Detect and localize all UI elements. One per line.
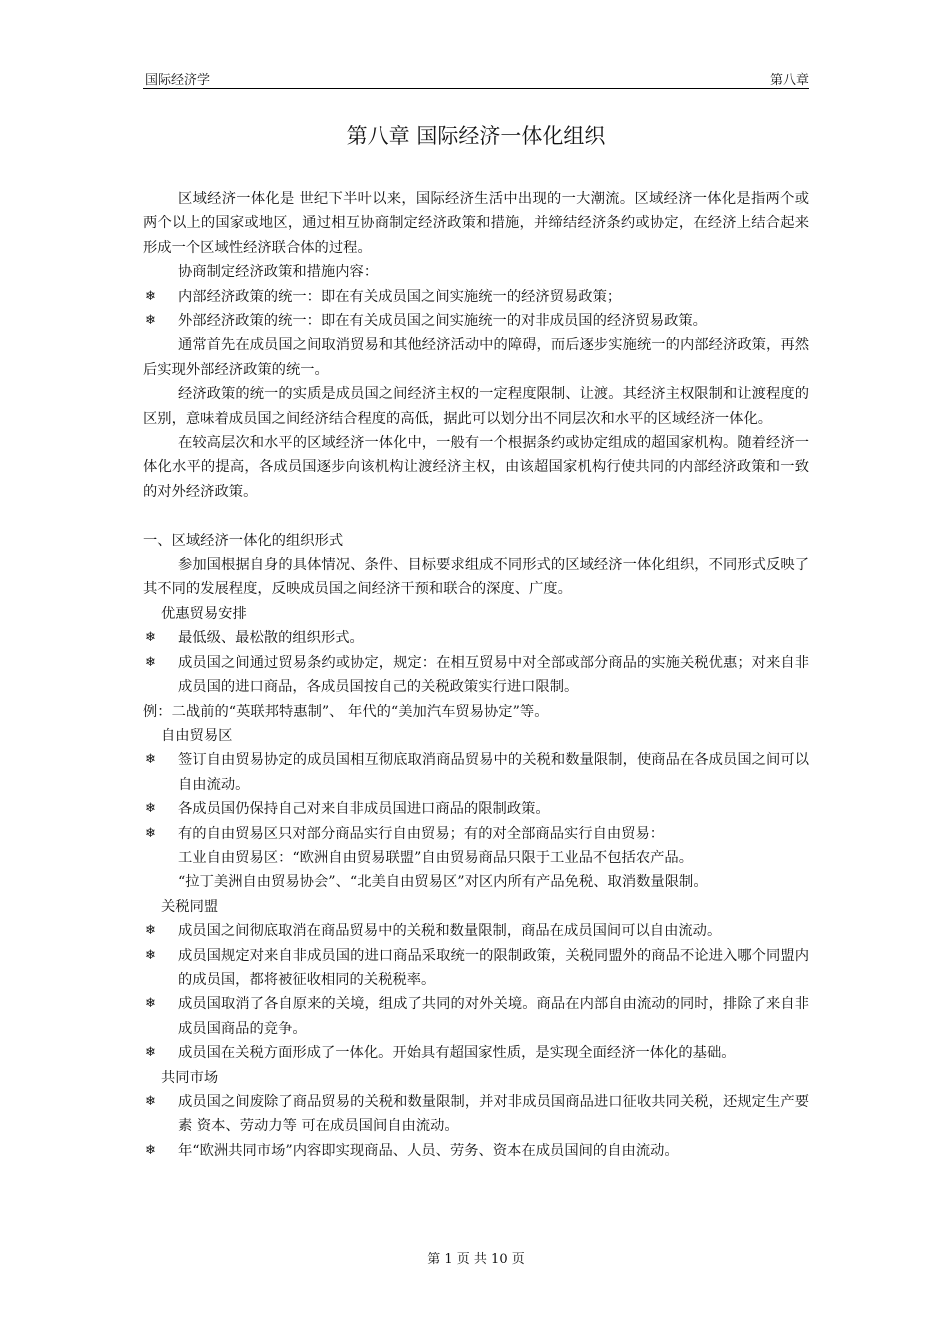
page-footer: 第 1 页 共 10 页 bbox=[427, 1252, 525, 1267]
paragraph: 经济政策的统一的实质是成员国之间经济主权的一定程度限制、让渡。其经济主权限制和让渡程度的区别，意味着成员国之间经济结合程度的高低，据此可以划分出不同层次和水平的区域经济一体化。 bbox=[143, 386, 809, 427]
snowflake-bullet-icon: ❄ bbox=[145, 1094, 156, 1110]
list-item: ❄ 成员国之间彻底取消在商品贸易中的关税和数量限制，商品在成员国间可以自由流动。 bbox=[143, 919, 809, 943]
list-item: ❄ 各成员国仍保持自己对来自非成员国进口商品的限制政策。 bbox=[143, 797, 809, 821]
list-item: ❄ 成员国在关税方面形成了一体化。开始具有超国家性质，是实现全面经济一体化的基础。 bbox=[143, 1041, 809, 1065]
list-item: ❄ 年“欧洲共同市场”内容即实现商品、人员、劳务、资本在成员国间的自由流动。 bbox=[143, 1139, 809, 1163]
list-item: ❄ 签订自由贸易协定的成员国相互彻底取消商品贸易中的关税和数量限制，使商品在各成员国之间可以自由流动。 bbox=[143, 748, 809, 797]
snowflake-bullet-icon: ❄ bbox=[145, 923, 156, 939]
list-item: ❄ 成员国之间废除了商品贸易的关税和数量限制，并对非成员国商品进口征收共同关税，还规定生产要素 资本、劳动力等 可在成员国间自由流动。 bbox=[143, 1090, 809, 1139]
subsection-label-preferential: 优惠贸易安排 bbox=[161, 605, 247, 622]
section-heading: 一、区域经济一体化的组织形式 bbox=[143, 532, 344, 549]
header-book-title: 国际经济学 bbox=[145, 73, 211, 88]
intro-paragraph: 区域经济一体化是 世纪下半叶以来，国际经济生活中出现的一大潮流。区域经济一体化是指两个或两个以上的国家或地区，通过相互协商制定经济政策和措施，并缔结经济条约或协定，在经济上结合起来形成一个区域性经济联合体的过程。 bbox=[143, 191, 809, 256]
snowflake-bullet-icon: ❄ bbox=[145, 630, 156, 646]
list-item: ❄ 成员国之间通过贸易条约或协定，规定：在相互贸易中对全部或部分商品的实施关税优惠；对来自非成员国的进口商品，各成员国按自己的关税政策实行进口限制。 bbox=[143, 651, 809, 700]
subsection-label-fta: 自由贸易区 bbox=[161, 727, 233, 744]
list-item: ❄ 成员国取消了各自原来的关境，组成了共同的对外关境。商品在内部自由流动的同时，排除了来自非成员国商品的竞争。 bbox=[143, 992, 809, 1041]
snowflake-bullet-icon: ❄ bbox=[145, 1142, 156, 1158]
spacer bbox=[143, 504, 809, 528]
snowflake-bullet-icon: ❄ bbox=[145, 825, 156, 841]
policy-bullet-internal: ❄ 内部经济政策的统一：即在有关成员国之间实施统一的经济贸易政策； bbox=[143, 285, 809, 309]
paragraph: 通常首先在成员国之间取消贸易和其他经济活动中的障碍，而后逐步实施统一的内部经济政策，再然后实现外部经济政策的统一。 bbox=[143, 337, 809, 378]
chapter-title: 第八章 国际经济一体化组织 bbox=[346, 124, 606, 148]
snowflake-bullet-icon: ❄ bbox=[145, 1045, 156, 1061]
header-chapter: 第八章 bbox=[769, 73, 809, 88]
snowflake-bullet-icon: ❄ bbox=[145, 654, 156, 670]
snowflake-bullet-icon: ❄ bbox=[145, 801, 156, 817]
running-header bbox=[143, 68, 809, 89]
section-intro: 参加国根据自身的具体情况、条件、目标要求组成不同形式的区域经济一体化组织，不同形式反映了其不同的发展程度，反映成员国之间经济干预和联合的深度、广度。 bbox=[143, 557, 809, 598]
snowflake-bullet-icon: ❄ bbox=[145, 996, 156, 1012]
fta-note: 工业自由贸易区：“欧洲自由贸易联盟”自由贸易商品只限于工业品不包括农产品。 bbox=[178, 849, 694, 866]
list-item: ❄ 最低级、最松散的组织形式。 bbox=[143, 626, 809, 650]
snowflake-bullet-icon: ❄ bbox=[145, 288, 156, 304]
list-item: ❄ 成员国规定对来自非成员国的进口商品采取统一的限制政策，关税同盟外的商品不论进入哪个同盟内的成员国，都将被征收相同的关税税率。 bbox=[143, 944, 809, 993]
subsection-label-common-market: 共同市场 bbox=[161, 1069, 219, 1086]
paragraph: 在较高层次和水平的区域经济一体化中，一般有一个根据条约或协定组成的超国家机构。随着经济一体化水平的提高，各成员国逐步向该机构让渡经济主权，由该超国家机构行使共同的内部经济政策和一致的对外经济政策。 bbox=[143, 435, 809, 500]
snowflake-bullet-icon: ❄ bbox=[145, 313, 156, 329]
policy-bullet-external: ❄ 外部经济政策的统一：即在有关成员国之间实施统一的对非成员国的经济贸易政策。 bbox=[143, 309, 809, 333]
fta-note: “拉丁美洲自由贸易协会”、“北美自由贸易区”对区内所有产品免税、取消数量限制。 bbox=[178, 874, 708, 891]
snowflake-bullet-icon: ❄ bbox=[145, 752, 156, 768]
subsection-label-customs-union: 关税同盟 bbox=[161, 898, 219, 915]
snowflake-bullet-icon: ❄ bbox=[145, 947, 156, 963]
policy-content-lead: 协商制定经济政策和措施内容： bbox=[178, 264, 379, 281]
example-line: 例：二战前的“英联邦特惠制”、 年代的“美加汽车贸易协定”等。 bbox=[143, 703, 549, 720]
document-body bbox=[143, 187, 809, 1163]
list-item: ❄ 有的自由贸易区只对部分商品实行自由贸易；有的对全部商品实行自由贸易： bbox=[143, 822, 809, 846]
